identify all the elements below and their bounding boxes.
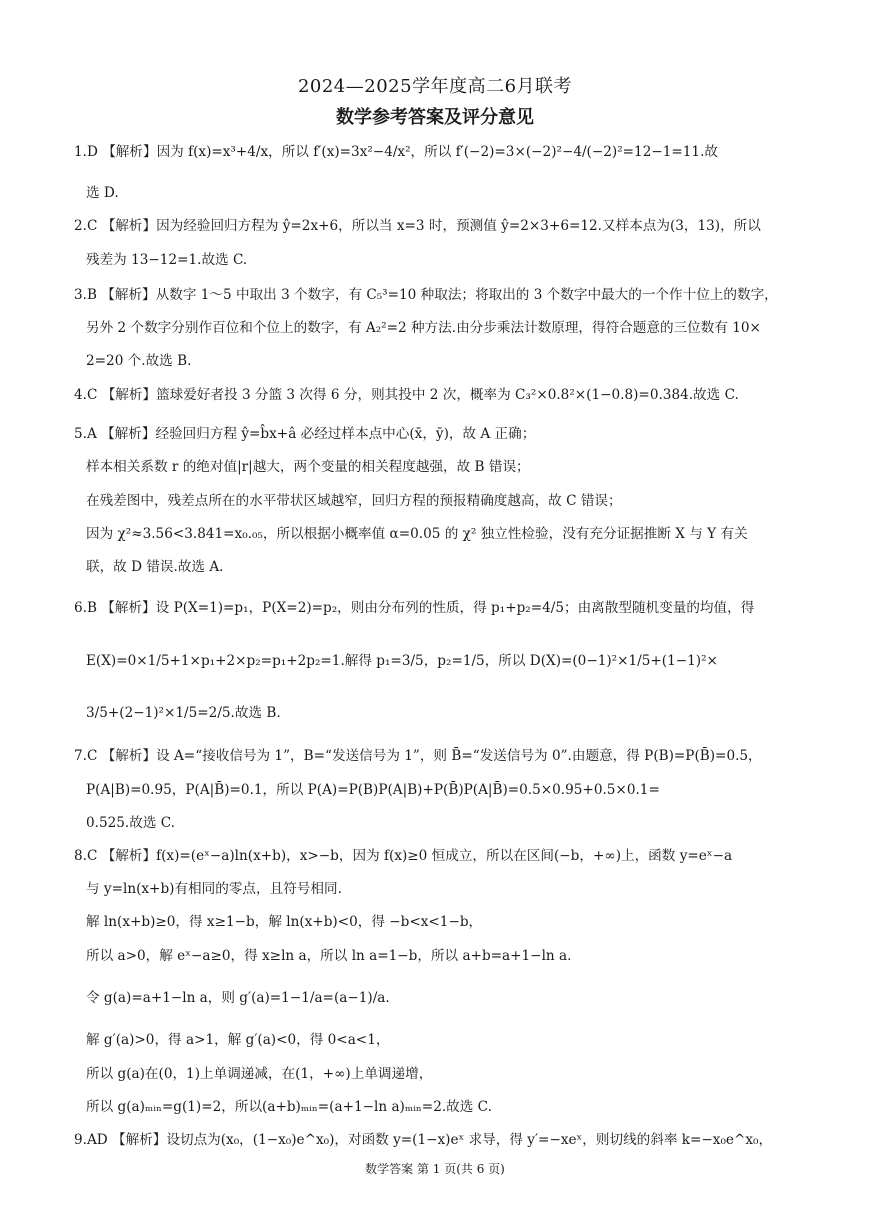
text-line: 2=20 个.故选 B.: [86, 353, 192, 369]
text-line: 2.C 【解析】因为经验回归方程为 ŷ=2x+6，所以当 x=3 时，预测值 ŷ=2×3+6=12.又样本点为(3，13)，所以: [74, 218, 761, 234]
text-line: 令 g(a)=a+1−ln a，则 g′(a)=1−1/a=(a−1)/a.: [86, 990, 390, 1006]
text-line: 4.C 【解析】篮球爱好者投 3 分篮 3 次得 6 分，则其投中 2 次，概率为 C₃²×0.8²×(1−0.8)=0.384.故选 C.: [74, 387, 739, 403]
text-line: E(X)=0×1/5+1×p₁+2×p₂=p₁+2p₂=1.解得 p₁=3/5，p₂=1/5，所以 D(X)=(0−1)²×1/5+(1−1)²×: [86, 653, 718, 669]
text-line: 所以 g(a)ₘᵢₙ=g(1)=2，所以(a+b)ₘᵢₙ=(a+1−ln a)ₘᵢₙ=2.故选 C.: [86, 1099, 492, 1115]
text-line: 1.D 【解析】因为 f(x)=x³+4/x，所以 f′(x)=3x²−4/x²，所以 f′(−2)=3×(−2)²−4/(−2)²=12−1=11.故: [74, 144, 718, 160]
exam-title: 2024—2025学年度高二6月联考: [297, 76, 573, 97]
text-line: 3.B 【解析】从数字 1～5 中取出 3 个数字，有 C₅³=10 种取法；将取出的 3 个数字中最大的一个作十位上的数字，: [74, 287, 778, 303]
text-line: P(A|B)=0.95，P(A|B̄)=0.1，所以 P(A)=P(B)P(A|B)+P(B̄)P(A|B̄)=0.5×0.95+0.5×0.1=: [86, 782, 660, 798]
text-line: 选 D.: [86, 185, 119, 201]
text-line: 解 ln(x+b)≥0，得 x≥1−b，解 ln(x+b)<0，得 −b<x<1−b，: [86, 914, 483, 930]
text-line: 9.AD 【解析】设切点为(x₀，(1−x₀)e^x₀)，对函数 y=(1−x)eˣ 求导，得 y′=−xeˣ，则切线的斜率 k=−x₀e^x₀，: [74, 1132, 773, 1148]
text-line: 所以 a>0，解 eˣ−a≥0，得 x≥ln a，所以 ln a=1−b，所以 a+b=a+1−ln a.: [86, 948, 572, 964]
text-line: 8.C 【解析】f(x)=(eˣ−a)ln(x+b)，x>−b，因为 f(x)≥0 恒成立，所以在区间(−b，+∞)上，函数 y=eˣ−a: [74, 848, 733, 864]
text-line: 0.525.故选 C.: [86, 815, 175, 831]
text-line: 6.B 【解析】设 P(X=1)=p₁，P(X=2)=p₂，则由分布列的性质，得 p₁+p₂=4/5；由离散型随机变量的均值，得: [74, 600, 755, 616]
text-line: 所以 g(a)在(0，1)上单调递减，在(1，+∞)上单调递增，: [86, 1066, 433, 1082]
text-line: 3/5+(2−1)²×1/5=2/5.故选 B.: [86, 705, 281, 721]
text-line: 在残差图中，残差点所在的水平带状区域越窄，回归方程的预报精确度越高，故 C 错误；: [86, 493, 622, 509]
text-line: 7.C 【解析】设 A=“接收信号为 1”，B=“发送信号为 1”，则 B̄=“发送信号为 0”.由题意，得 P(B)=P(B̄)=0.5，: [74, 748, 762, 764]
page-footer: 数学答案 第 1 页(共 6 页): [365, 1162, 505, 1176]
text-line: 另外 2 个数字分别作百位和个位上的数字，有 A₂²=2 种方法.由分步乘法计数原理，得符合题意的三位数有 10×: [86, 320, 761, 336]
answer-subtitle: 数学参考答案及评分意见: [336, 107, 534, 128]
text-line: 解 g′(a)>0，得 a>1，解 g′(a)<0，得 0<a<1，: [86, 1032, 390, 1048]
text-line: 联，故 D 错误.故选 A.: [86, 559, 224, 575]
text-line: 5.A 【解析】经验回归方程 ŷ=b̂x+â 必经过样本点中心(x̄，ȳ)，故 A 正确；: [74, 426, 536, 442]
text-line: 残差为 13−12=1.故选 C.: [86, 252, 248, 268]
text-line: 与 y=ln(x+b)有相同的零点，且符号相同.: [86, 881, 342, 897]
text-line: 因为 χ²≈3.56<3.841=x₀.₀₅，所以根据小概率值 α=0.05 的 χ² 独立性检验，没有充分证据推断 X 与 Y 有关: [86, 526, 748, 542]
text-line: 样本相关系数 r 的绝对值|r|越大，两个变量的相关程度越强，故 B 错误；: [86, 459, 530, 475]
